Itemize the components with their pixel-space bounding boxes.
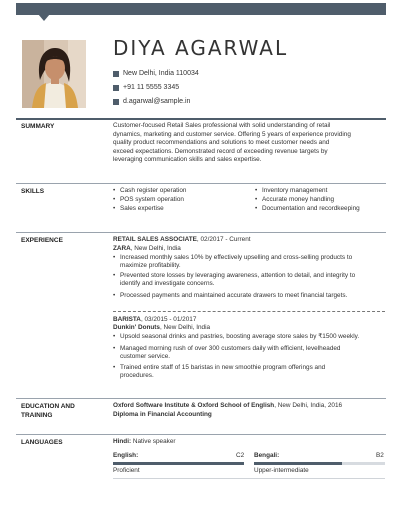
english-level: C2 bbox=[236, 452, 245, 459]
skill-item: • POS system operation bbox=[120, 196, 184, 204]
job1-company: ZARA bbox=[113, 245, 131, 252]
education-heading bbox=[21, 402, 75, 420]
summary-line: Customer-focused Retail Sales professional with solid understanding of retail bbox=[113, 122, 331, 129]
phone-text: +91 11 5555 3345 bbox=[123, 84, 180, 91]
email-text: d.agarwal@sample.in bbox=[123, 98, 191, 105]
summary-heading: SUMMARY bbox=[21, 123, 55, 130]
job1-employer bbox=[113, 245, 181, 253]
job2-title: BARISTA bbox=[113, 316, 141, 323]
native-language bbox=[113, 438, 176, 446]
skill-item: • Cash register operation bbox=[120, 187, 186, 195]
skill-item: • Documentation and recordkeeping bbox=[262, 205, 360, 213]
job1-bullet: • Increased monthly sales 10% by effectively upselling and cross-selling products to bbox=[120, 254, 352, 262]
job1-bullet-cont: maximize profitability. bbox=[120, 262, 181, 269]
education-heading-line: TRAINING bbox=[21, 412, 53, 419]
english-proficiency-fill bbox=[113, 462, 244, 465]
education-heading-line: EDUCATION AND bbox=[21, 403, 75, 410]
bengali-name: Bengali: bbox=[254, 452, 280, 459]
bengali-level: B2 bbox=[376, 452, 384, 459]
skill-item: • Sales expertise bbox=[120, 205, 164, 213]
native-language-value: Native speaker bbox=[131, 438, 176, 445]
skills-divider bbox=[16, 183, 386, 184]
address-text: New Delhi, India 110034 bbox=[123, 70, 199, 77]
languages-bottom-rule bbox=[113, 478, 385, 479]
phone-icon bbox=[113, 85, 119, 91]
experience-heading: EXPERIENCE bbox=[21, 237, 63, 244]
job1-dates: , 02/2017 - Current bbox=[196, 236, 251, 243]
languages-heading: LANGUAGES bbox=[21, 439, 63, 446]
education-school-line bbox=[113, 402, 342, 410]
skill-item: • Inventory management bbox=[262, 187, 327, 195]
job2-bullet: • Upsold seasonal drinks and pastries, boosting average store sales by ₹1500 weekly. bbox=[120, 333, 359, 341]
contact-phone bbox=[113, 84, 179, 91]
job1-bullet-cont: identify and investigate concerns. bbox=[120, 280, 215, 287]
summary-line: quality product recommendations and solutions to meet customer needs and bbox=[113, 139, 330, 147]
summary-text bbox=[113, 122, 385, 165]
english-proficiency-bar bbox=[113, 462, 244, 465]
bengali-proficiency-fill bbox=[254, 462, 342, 465]
job2-location: , New Delhi, India bbox=[159, 324, 211, 331]
summary-line: leveraging communication skills and sales expertise. bbox=[113, 156, 262, 164]
bengali-desc: Upper-intermediate bbox=[254, 467, 309, 474]
education-school: Oxford Software Institute & Oxford School of English bbox=[113, 402, 275, 409]
email-icon bbox=[113, 99, 119, 105]
education-diploma: Diploma in Financial Accounting bbox=[113, 411, 212, 418]
job1-heading bbox=[113, 236, 251, 244]
job2-bullet-cont: procedures. bbox=[120, 372, 154, 379]
job2-employer bbox=[113, 324, 210, 332]
native-language-label: Hindi: bbox=[113, 438, 132, 445]
contact-email bbox=[113, 98, 190, 105]
english-desc: Proficient bbox=[113, 467, 140, 474]
job2-bullet-cont: customer service. bbox=[120, 353, 171, 360]
job1-bullet: • Processed payments and maintained accurate drawers to meet financial targets. bbox=[120, 292, 347, 300]
header-bar-notch bbox=[38, 14, 50, 21]
job2-bullet: • Trained entire staff of 15 baristas in new smoothie program offerings and bbox=[120, 364, 325, 372]
job1-location: , New Delhi, India bbox=[130, 245, 181, 252]
job1-bullet: • Prevented store losses by leveraging awareness, attention to detail, and integrity to bbox=[120, 272, 355, 280]
contact-address bbox=[113, 70, 199, 77]
experience-divider bbox=[16, 232, 386, 233]
languages-divider bbox=[16, 434, 386, 435]
summary-line: dynamics, marketing and customer service. Offering 5 years of experience providing bbox=[113, 130, 351, 138]
job1-title: RETAIL SALES ASSOCIATE bbox=[113, 236, 197, 243]
summary-line: exceed expectations. Demonstrated record of exceeding revenue targets by bbox=[113, 147, 328, 155]
education-location-date: , New Delhi, India, 2016 bbox=[274, 402, 343, 409]
header-bar bbox=[16, 3, 386, 15]
job-separator bbox=[113, 311, 385, 312]
job2-company: Dunkin' Donuts bbox=[113, 324, 160, 331]
english-name: English: bbox=[113, 452, 139, 459]
location-icon bbox=[113, 71, 119, 77]
candidate-name: DIYA AGARWAL bbox=[113, 36, 289, 60]
skill-item: • Accurate money handling bbox=[262, 196, 334, 204]
profile-photo bbox=[22, 40, 86, 108]
skills-heading: SKILLS bbox=[21, 188, 45, 195]
education-divider bbox=[16, 398, 386, 399]
bengali-proficiency-bar bbox=[254, 462, 385, 465]
job2-bullet: • Managed morning rush of over 300 customers daily with efficient, levelheaded bbox=[120, 345, 340, 353]
summary-divider bbox=[16, 118, 386, 120]
job2-dates: , 03/2015 - 01/2017 bbox=[140, 316, 197, 323]
